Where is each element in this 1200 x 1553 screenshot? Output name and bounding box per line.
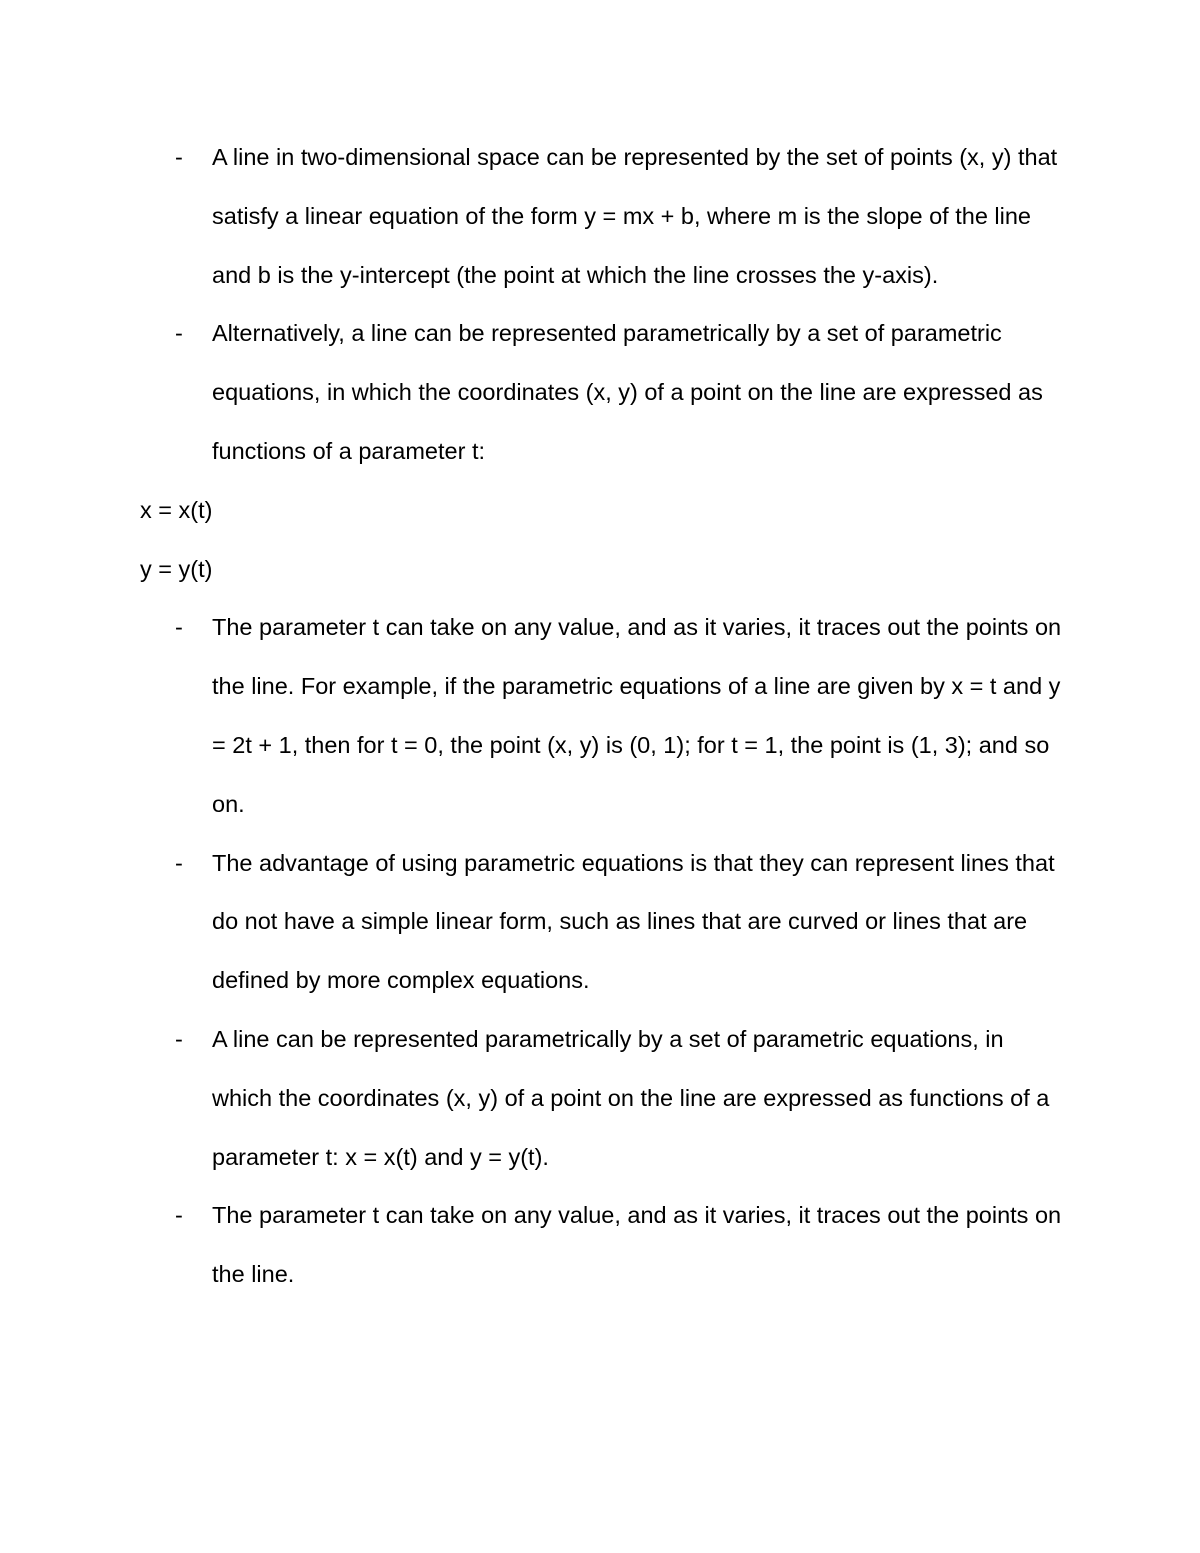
bullet-item-advantage	[140, 834, 1070, 1010]
bullet-item-parameter-example	[140, 598, 1070, 833]
bullet-text: The advantage of using parametric equations is that they can represent lines that do not have a simple linear form, such as lines that are curved or lines that are defined by more complex equations.	[212, 849, 1055, 994]
bullet-dash: -	[175, 320, 183, 347]
formula-y: y = y(t)	[140, 555, 213, 582]
bullet-text: Alternatively, a line can be represented parametrically by a set of parametric equations, in which the coordinates (x, y) of a point on the line are expressed as functions of a parameter t:	[212, 320, 1043, 464]
bullet-text: A line can be represented parametrically by a set of parametric equations, in which the coordinates (x, y) of a point on the line are expressed as functions of a parameter t: x = x(t) and y = y(t).	[212, 1025, 1050, 1170]
bullet-text: A line in two-dimensional space can be represented by the set of points (x, y) that satisfy a linear equation of the form y = mx + b, where m is the slope of the line and b is the y-intercept (the point at which the line crosses the y-axis).	[212, 144, 1058, 288]
bullet-dash: -	[175, 849, 183, 876]
bullet-text: The parameter t can take on any value, and as it varies, it traces out the points on the line.	[212, 1202, 1062, 1288]
bullet-item-parametric-summary	[140, 1010, 1070, 1186]
bullet-dash: -	[175, 1202, 183, 1229]
bullet-dash: -	[175, 614, 183, 641]
bullet-text: The parameter t can take on any value, and as it varies, it traces out the points on the line. For example, if the parametric equations of a line are given by x = t and y = 2t + 1, then for t = 0, the point (x, y) is (0, 1); for t = 1, the point is (1, 3); and so on.	[212, 614, 1062, 817]
bullet-item-parameter-summary	[140, 1186, 1070, 1304]
document-body	[140, 128, 1070, 1304]
bullet-item-parametric-intro	[140, 304, 1070, 480]
bullet-dash: -	[175, 144, 183, 170]
bullet-item-line-equation	[140, 128, 1070, 304]
formula-x: x = x(t)	[140, 496, 213, 523]
bullet-dash: -	[175, 1025, 183, 1052]
